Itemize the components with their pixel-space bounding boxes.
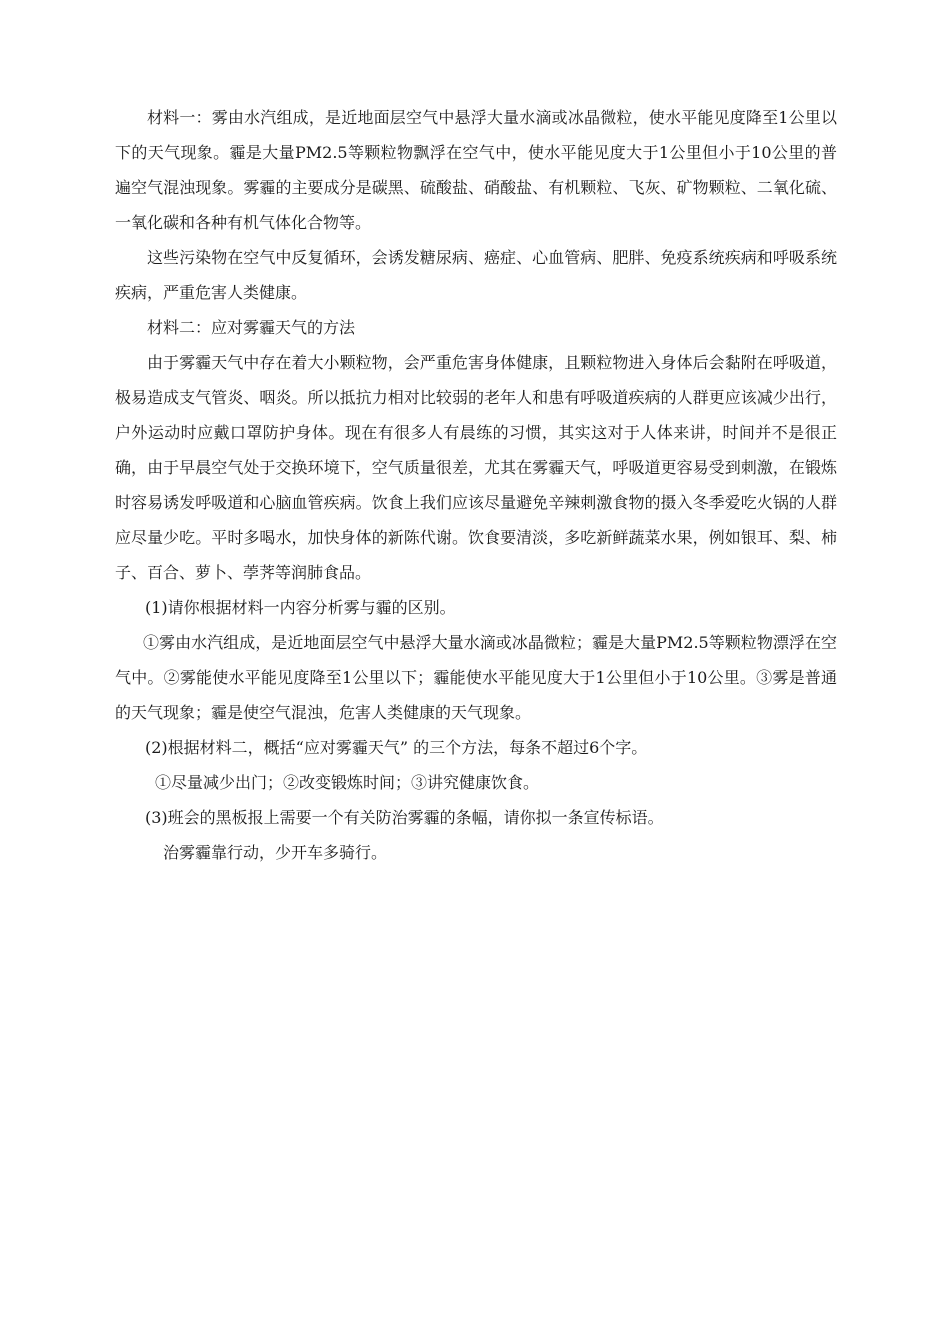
answer-2: ①尽量减少出门；②改变锻炼时间；③讲究健康饮食。: [155, 773, 540, 792]
question-2: (2)根据材料二，概括“应对雾霾天气” 的三个方法，每条不超过6个字。: [145, 738, 648, 757]
material-two-heading: 材料二：应对雾霾天气的方法: [147, 318, 356, 337]
document-body: [115, 100, 837, 870]
answer-1: ①雾由水汽组成，是近地面层空气中悬浮大量水滴或冰晶微粒；霾是大量PM2.5等颗粒物漂浮在空气中。②雾能使水平能见度降至1公里以下；霾能使水平能见度大于1公里但小于10公里。③雾是普通的天气现象；霾是使空气混浊，危害人类健康的天气现象。: [115, 633, 837, 722]
question-1: (1)请你根据材料一内容分析雾与霾的区别。: [145, 598, 456, 617]
material-two-paragraph: 由于雾霾天气中存在着大小颗粒物，会严重危害身体健康，且颗粒物进入身体后会黏附在呼吸道，极易造成支气管炎、咽炎。所以抵抗力相对比较弱的老年人和患有呼吸道疾病的人群更应该减少出行，户外运动时应戴口罩防护身体。现在有很多人有晨练的习惯，其实这对于人体来讲，时间并不是很正确，由于早晨空气处于交换环境下，空气质量很差，尤其在雾霾天气，呼吸道更容易受到刺激，在锻炼时容易诱发呼吸道和心脑血管疾病。饮食上我们应该尽量避免辛辣刺激食物的摄入冬季爱吃火锅的人群应尽量少吃。平时多喝水，加快身体的新陈代谢。饮食要清淡，多吃新鲜蔬菜水果，例如银耳、梨、柿子、百合、萝卜、荸荠等润肺食品。: [115, 353, 837, 582]
material-one-paragraph: 材料一：雾由水汽组成，是近地面层空气中悬浮大量水滴或冰晶微粒，使水平能见度降至1公里以下的天气现象。霾是大量PM2.5等颗粒物飘浮在空气中，使水平能见度大于1公里但小于10公里的普遍空气混浊现象。雾霾的主要成分是碳黑、硫酸盐、硝酸盐、有机颗粒、飞灰、矿物颗粒、二氧化硫、一氧化碳和各种有机气体化合物等。: [115, 108, 837, 232]
pollutant-harm-paragraph: 这些污染物在空气中反复循环，会诱发糖尿病、癌症、心血管病、肥胖、免疫系统疾病和呼吸系统疾病，严重危害人类健康。: [115, 248, 837, 302]
question-3: (3)班会的黑板报上需要一个有关防治雾霾的条幅，请你拟一条宣传标语。: [145, 808, 664, 827]
answer-3: 治雾霾靠行动，少开车多骑行。: [163, 843, 388, 862]
